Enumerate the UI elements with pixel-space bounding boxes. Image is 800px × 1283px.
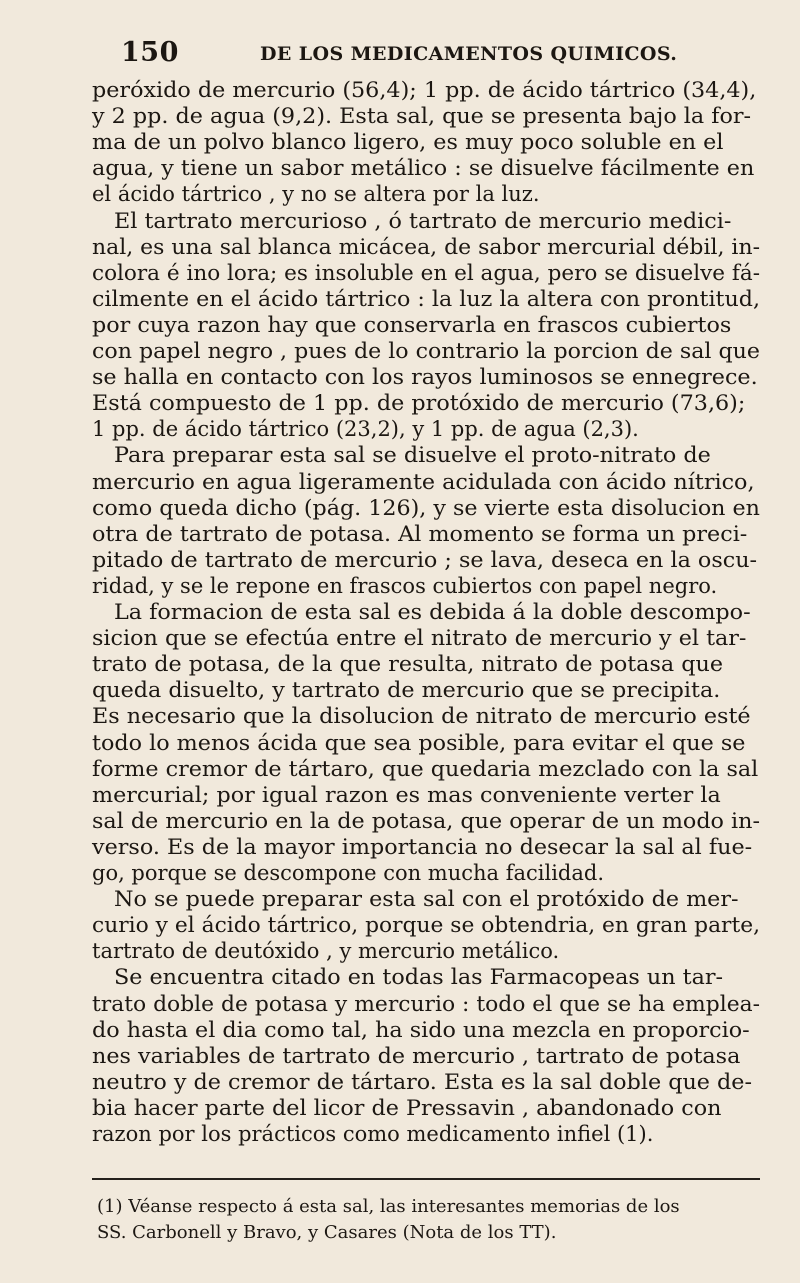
page-number: 150 bbox=[121, 37, 179, 68]
text-line: No se puede preparar esta sal con el protóxido de mer- bbox=[114, 887, 739, 912]
text-line: otra de tartrato de potasa. Al momento se forma un preci- bbox=[92, 521, 748, 546]
text-line: agua, y tiene un sabor metálico : se disuelve fácilmente en bbox=[92, 156, 755, 181]
text-line: y 2 pp. de agua (9,2). Esta sal, que se presenta bajo la for- bbox=[92, 104, 752, 129]
footnote-line: (1) Véanse respecto á esta sal, las interesantes memorias de los bbox=[97, 1196, 680, 1217]
text-line: trato de potasa, de la que resulta, nitrato de potasa que bbox=[92, 652, 723, 677]
text-line: Se encuentra citado en todas las Farmacopeas un tar- bbox=[114, 965, 724, 990]
text-line: ma de un polvo blanco ligero, es muy poco soluble en el bbox=[92, 130, 724, 155]
text-line: neutro y de cremor de tártaro. Esta es la sal doble que de- bbox=[92, 1069, 752, 1094]
text-line: sal de mercurio en la de potasa, que operar de un modo in- bbox=[92, 808, 761, 833]
text-line: con papel negro , pues de lo contrario la porcion de sal que bbox=[92, 339, 760, 363]
text-line: curio y el ácido tártrico, porque se obtendria, en gran parte, bbox=[92, 913, 761, 938]
text-line: Para preparar esta sal se disuelve el proto-nitrato de bbox=[114, 443, 711, 468]
footnote-line: SS. Carbonell y Bravo, y Casares (Nota de los TT). bbox=[97, 1222, 557, 1243]
text-line: se halla en contacto con los rayos luminosos se ennegrece. bbox=[92, 365, 758, 390]
text-line: tartrato de deutóxido , y mercurio metálico. bbox=[92, 939, 560, 964]
text-line: sicion que se efectúa entre el nitrato de mercurio y el tar- bbox=[92, 626, 747, 651]
text-line: nes variables de tartrato de mercurio , tartrato de potasa bbox=[92, 1043, 741, 1068]
page-header bbox=[103, 36, 753, 70]
text-line: Es necesario que la disolucion de nitrato de mercurio esté bbox=[92, 704, 751, 729]
text-line: 1 pp. de ácido tártrico (23,2), y 1 pp. de agua (2,3). bbox=[92, 417, 639, 442]
text-line: mercurio en agua ligeramente acidulada con ácido nítrico, bbox=[92, 469, 755, 494]
text-line: Está compuesto de 1 pp. de protóxido de mercurio (73,6); bbox=[92, 391, 746, 416]
text-line: mercurial; por igual razon es mas conveniente verter la bbox=[92, 782, 721, 807]
text-line: nal, es una sal blanca micácea, de sabor mercurial débil, in- bbox=[92, 234, 760, 259]
text-line: bia hacer parte del licor de Pressavin , abandonado con bbox=[92, 1095, 722, 1120]
text-line: forme cremor de tártaro, que quedaria mezclado con la sal bbox=[92, 756, 759, 781]
running-head: DE LOS MEDICAMENTOS QUIMICOS. bbox=[260, 43, 678, 65]
text-line: go, porque se descompone con mucha facilidad. bbox=[92, 861, 604, 885]
text-line: El tartrato mercurioso , ó tartrato de mercurio medici- bbox=[114, 208, 732, 233]
text-line: colora é ino lora; es insoluble en el agua, pero se disuelve fá- bbox=[92, 260, 760, 285]
text-line: peróxido de mercurio (56,4); 1 pp. de ácido tártrico (34,4), bbox=[92, 78, 757, 102]
text-line: el ácido tártrico , y no se altera por la luz. bbox=[92, 182, 540, 207]
text-line: do hasta el dia como tal, ha sido una mezcla en proporcio- bbox=[92, 1017, 750, 1042]
text-line: todo lo menos ácida que sea posible, para evitar el que se bbox=[92, 730, 746, 755]
text-line: La formacion de esta sal es debida á la doble descompo- bbox=[114, 600, 751, 624]
text-line: pitado de tartrato de mercurio ; se lava, deseca en la oscu- bbox=[92, 547, 758, 572]
text-line: ridad, y se le repone en frascos cubiertos con papel negro. bbox=[92, 573, 718, 598]
footnote-rule bbox=[92, 1178, 760, 1182]
text-line: verso. Es de la mayor importancia no desecar la sal al fue- bbox=[92, 834, 753, 859]
text-line: trato doble de potasa y mercurio : todo el que se ha emplea- bbox=[92, 991, 761, 1016]
text-line: razon por los prácticos como medicamento infiel (1). bbox=[92, 1122, 654, 1146]
text-line: queda disuelto, y tartrato de mercurio que se precipita. bbox=[92, 678, 721, 703]
text-line: cilmente en el ácido tártrico : la luz la altera con prontitud, bbox=[92, 286, 761, 311]
text-line: por cuya razon hay que conservarla en frascos cubiertos bbox=[92, 312, 732, 337]
text-line: como queda dicho (pág. 126), y se vierte esta disolucion en bbox=[92, 495, 760, 520]
